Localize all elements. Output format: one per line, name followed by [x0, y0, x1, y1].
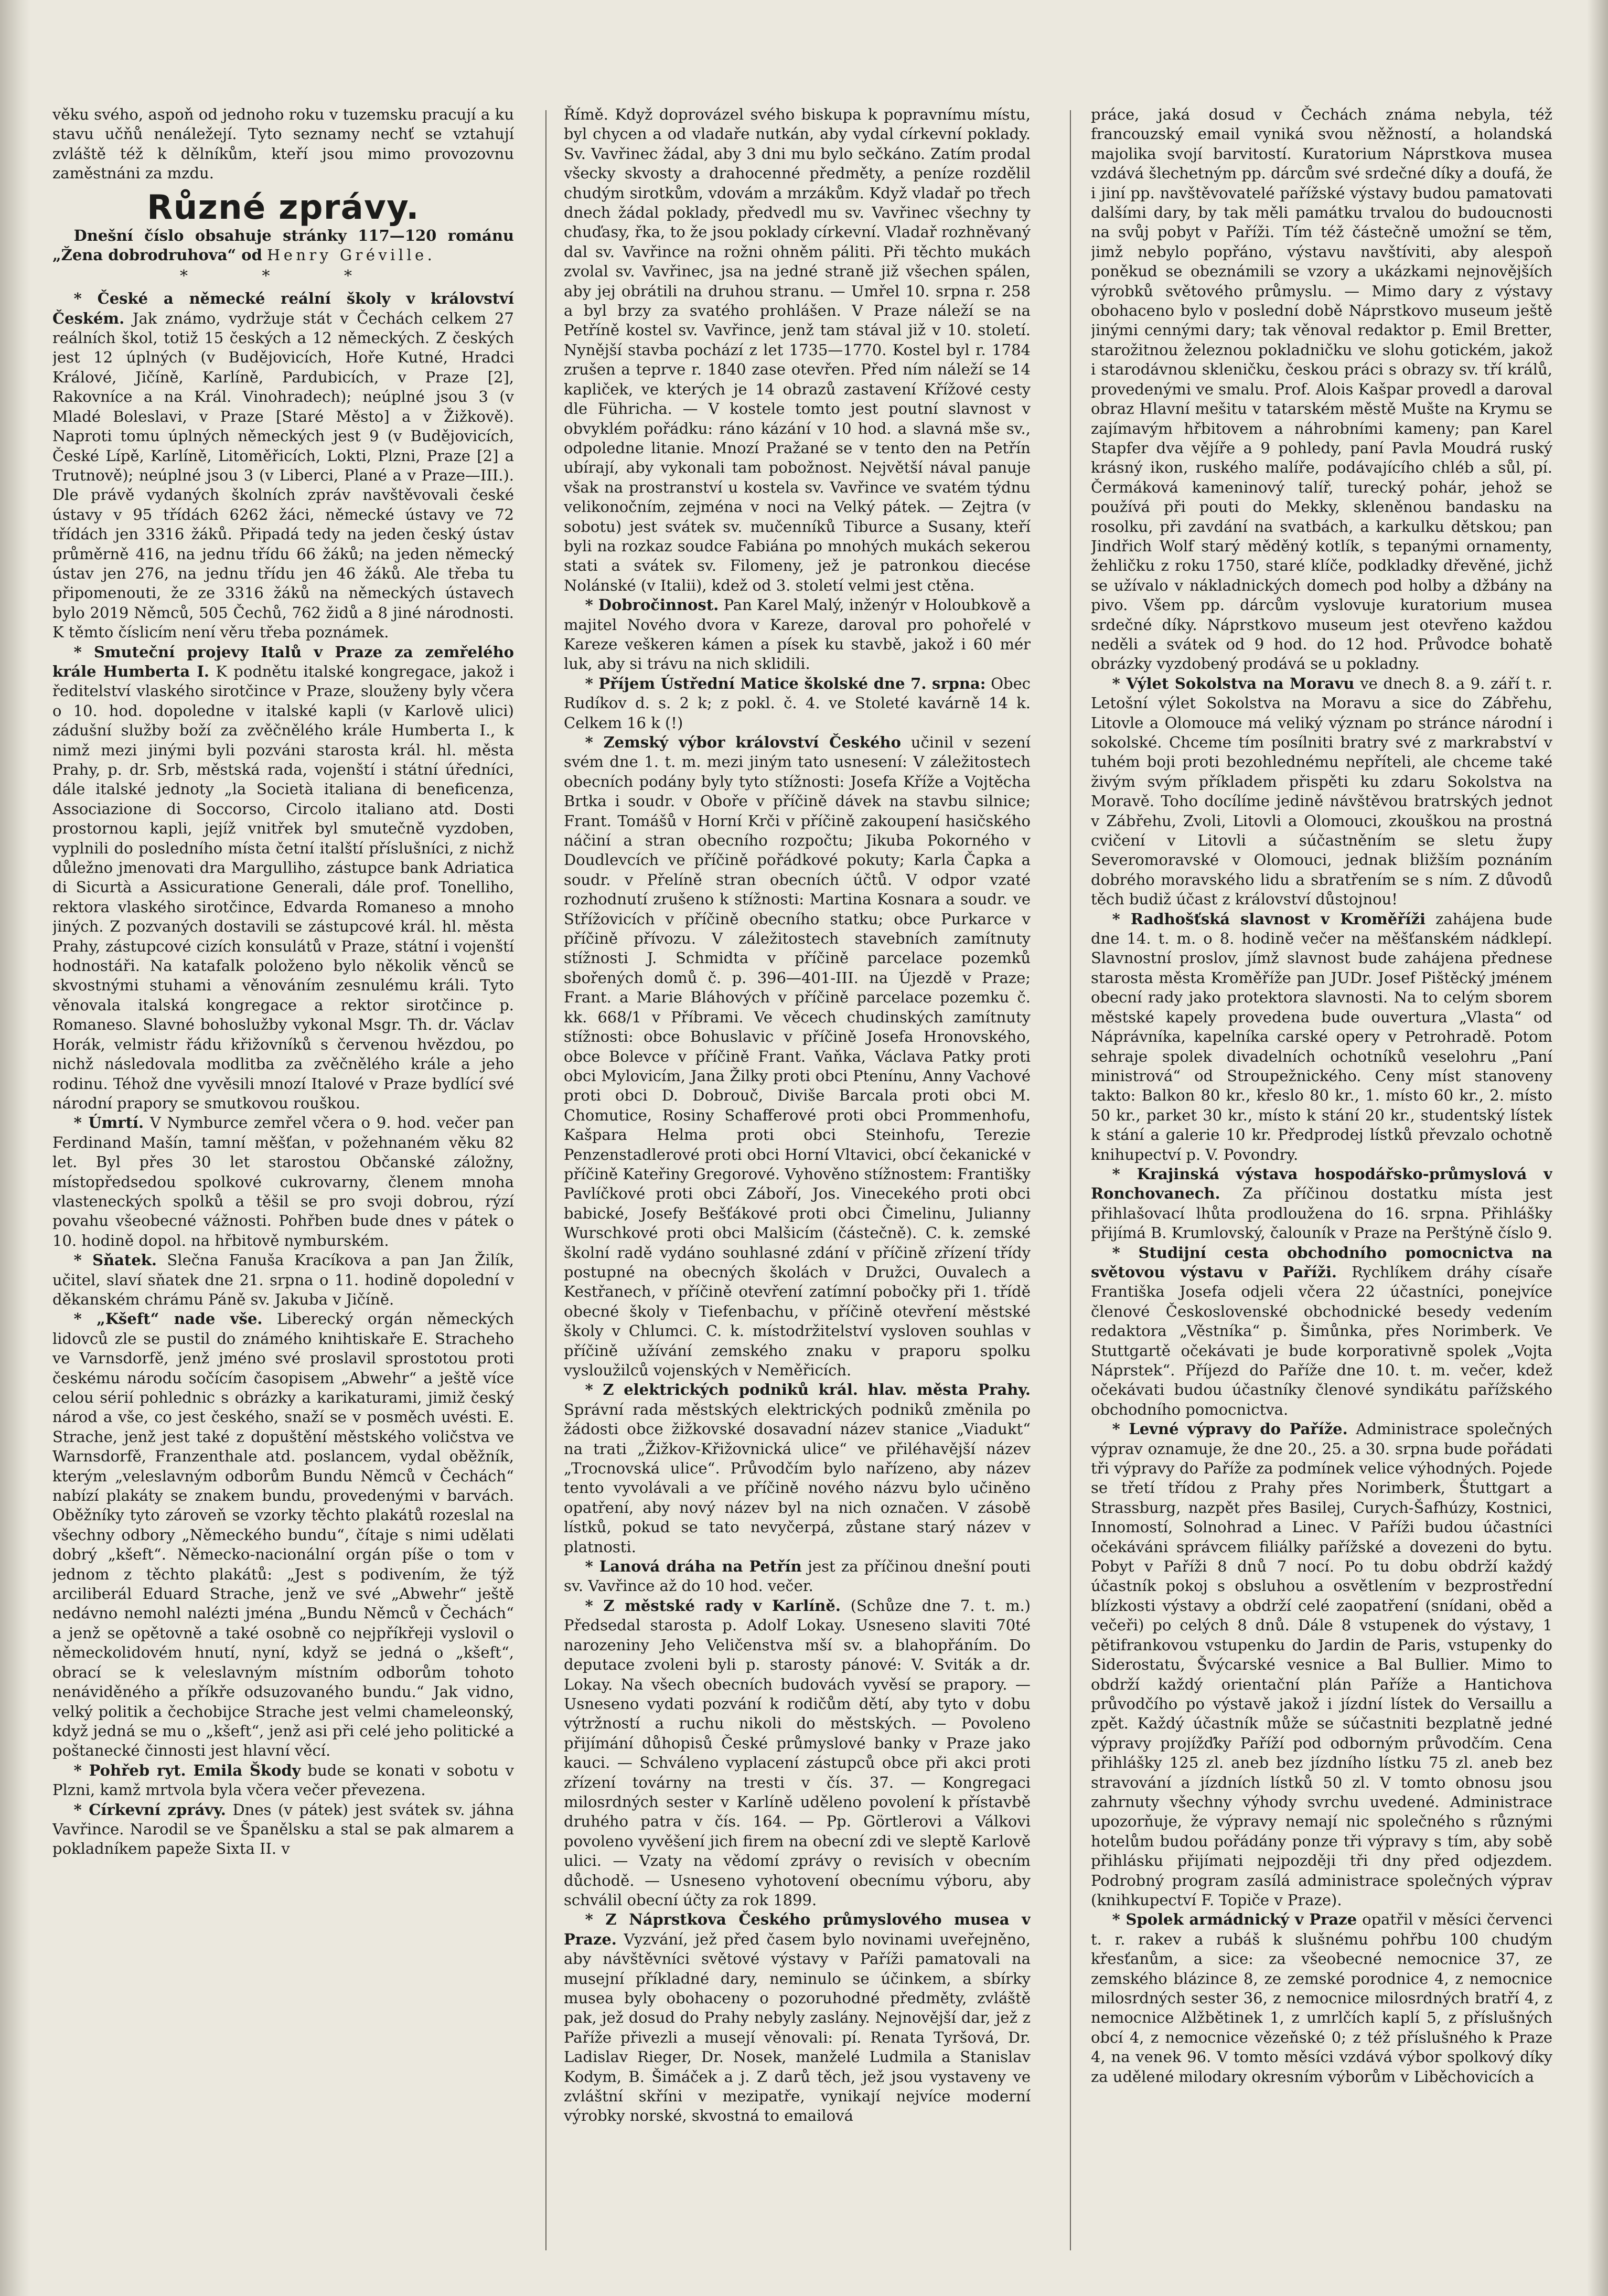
article-headline: * Zemský výbor království Českého [585, 733, 901, 751]
article-kromeriz [1091, 910, 1552, 1165]
article-continuation: práce, jaká dosud v Čechách známa nebyla, též francouzský email vyniká svou něžností, a holandská majolika svojí barvitostí. Kuratorium Náprstkova musea vzdává šlechetným pp. dárcům své srdečné díky a doufá, že i jiní pp. navštěvovatelé pařížské výstavy budou pamatovati dalšími dary, by tak měli památku trvalou do budoucnosti na svůj pobyt v Paříži. Tím též částečně umožní se těm, jimž nebylo popřáno, výstavu navštíviti, aby alespoň poněkud se obeznámili se vzory a ukázkami nejnovějších výrobků světového průmyslu. — Mimo dary z výstavy obohaceno bylo v poslední době Náprstkovo museum ještě jinými cennými dary; tak věnoval redaktor p. Emil Bretter, starožitnou železnou pokladničku ve slohu gotickém, jakož i starodávnou skleničku, českou práci s obrazy sv. tří králů, provedenými ve smalu. Prof. Alois Kašpar provedl a daroval obraz Hlavní mešitu v tatarském městě Mušte na Krymu se zajímavým hřbitovem a náhrobními kameny; pan Karel Stapfer dva vějíře a 9 pohledy, paní Pavla Moudrá ruský krásný ikon, ruského malíře, podávajícího chléb a sůl, pí. Čermáková kameninový talíř, turecký pohár, jehož se používá při pouti do Mekky, skleněnou bandasku na rosolku, při zavdání na svatbách, a karkulku dětskou; pan Jindřich Wolf starý měděný kotlík, s tepanými ornamenty, žehličku z roku 1750, staré klíče, podkladky dřevěné, jichž se užívalo v nákladnických domech pod holby a džbány na pivo. Všem pp. dárcům vyslovuje kuratorium musea srdečné díky. Náprstkovo museum jest otevřeno každou neděli a svátek od 9 hod. do 12 hod. Průvodce bohatě obrázky vyzdobený prodává se u pokladny. [1091, 105, 1552, 673]
article-headline: * Spolek armádnický v Praze [1112, 1910, 1357, 1929]
page-shadow-left [0, 0, 30, 2296]
article-electric [564, 1380, 1031, 1557]
section-divider-stars: * * * [179, 266, 387, 285]
column-3 [1091, 105, 1552, 2261]
article-headline: * Příjem Ústřední Matice školské dne 7. srpna: [585, 674, 986, 692]
article-charity [564, 595, 1031, 674]
article-headline: * Smuteční projevy Italů v Praze za zemřelého krále Humberta I. [52, 643, 514, 680]
article-body: Dnes (v pátek) jest svátek sv. jáhna Vavřince. Narodil se ve Španělsku a stal se pak almarem a pokladníkem papeže Sixta II. v [52, 1800, 514, 1858]
article-body: Správní rada městských elektrických podniků změnila po žádosti obce žižkovské dosavadní název stanice „Viadukt“ na trati „Žižkov-Křižovnická ulice“ ve přiléhavější název „Trocnovská ulice“. Průvodčím bylo nařízeno, aby název tento vyvolávali a ve příčině nového názvu bylo učiněno opatření, aby nový název byl na nich označen. V zásobě lístků, pokud se tato nevyčerpá, zůstane starý název v platnosti. [564, 1400, 1031, 1556]
column-1 [52, 105, 514, 2261]
notice-text: Dnešní číslo obsahuje stránky 117—120 románu „Žena dobrodruhova“ od [52, 227, 514, 264]
article-society [1091, 1910, 1552, 2087]
article-headline: * Dobročinnost. [585, 596, 719, 614]
article-body: Jak známo, vydržuje stát v Čechách celkem 27 reálních škol, totiž 15 českých a 12 německých. Z českých jest 12 úplných (v Budějovicích, Hoře Kutné, Hradci Králové, Jičíně, Karlíně, Pardubicích, v Praze [2], Rakovníce a na Král. Vinohradech); neúplné jsou 3 (v Mladé Boleslavi, v Praze [Staré Město] a v Žižkově). Naproti tomu úplných německých jest 9 (v Budějovicích, České Lípě, Karlíně, Litoměřicích, Lokti, Plzni, Praze [2] a Trutnově); neúplné jsou 3 (v Liberci, Plané a v Praze—III.). Dle právě vydaných školních zpráv navštěvovali české ústavy v 95 třídách 6262 žáci, německé ústavy ve 72 třídách jen 3316 žáků. Připadá tedy na jeden český ústav průměrně 416, na jednu třídu 66 žáků; na jeden německý ústav jen 276, na jednu třídu jen 46 žáků. Ale třeba tu připomenouti, že ze 3316 žáků na německých ústavech bylo 2019 Němců, 505 Čechů, 762 židů a 8 jiné národnosti. K těmto číslicím není věru třeba poznámek. [52, 309, 514, 642]
article-continuation: Římě. Když doprovázel svého biskupa k popravnímu místu, byl chycen a od vladaře nutkán, aby vydal církevní poklady. Sv. Vavřinec žádal, aby 3 dni mu bylo sečkáno. Zatím prodal všecky skvosty a drahocenné předměty, a peníze rozdělil chudým sirotkům, vdovám a mrzákům. Když vladař po třech dnech žádal poklady, předvedl mu sv. Vavřinec všechny ty chuďasy, řka, to že jsou poklady církevní. Vladař rozhněvaný dal sv. Vavřince na rožni ohněm páliti. Při těchto mukách zvolal sv. Vavřinec, jsa na jedné straně již všechen spálen, aby jej obrátili na druhou stranu. — Umřel 10. srpna r. 258 a byl brzy za svatého prohlášen. V Praze náleží se na Petříně kostel sv. Vavřince, jenž tam stával již v 10. století. Nynější stavba pochází z let 1735—1770. Kostel byl r. 1784 zrušen a teprve r. 1840 zase otevřen. Před ním náleží se 14 kapliček, ve kterých je 14 obrazů zastavení Křížové cesty dle Führicha. — V kostele tomto jest poutní slavnost v obvyklém pořádku: ráno kázání v 10 hod. a slavná mše sv., odpoledne litanie. Mnozí Pražané se v tento den na Petřín ubírají, aby vykonali tam pobožnost. Největší nával panuje však na prostranství u kostela sv. Vavřince ve svatém týdnu velikonočním, zejména v noci na Velký pátek. — Zejtra (v sobotu) jest svátek sv. mučenníků Tiburce a Susany, kteří byli na rozkaz soudce Fabiána po mnohých mukách sekerou stati a svátek sv. Filomeny, jež je patronkou diecése Nolánské (v Italii), kdež od 3. století velmi jest ctěna. [564, 105, 1031, 594]
notice-author: Henry Gréville. [267, 246, 436, 264]
article-body: (Schůze dne 7. t. m.) Předsedal starosta p. Adolf Lokay. Usneseno slaviti 70té narozeniny Jeho Veličenstva mší sv. a blahopřáním. Do deputace zvoleni byli p. starosty pánové: V. Sviták a dr. Lokay. Na všech obecních budovách vyvěsí se prapory. — Usneseno vydati pozvání k rodičům dětí, aby tyto v dobu výtržností a ruchu nikoli do městských. — Povoleno přijímání důhopisů České průmyslové banky v Praze jako kauci. — Schváleno vyplacení zástupců obce při akci proti zřízení továrny na tresti v čís. 37. — Kongregaci milosrdných sester v Karlíně uděleno povolení k přístavbě druhého patra v čís. 164. — Pp. Görtlerovi a Válkovi povoleno vyvěšení jich firem na obecní zdi ve sleptě Karlově ulici. — Vzaty na vědomí zprávy o revisích v obecním důchodě. — Usneseno vyhotovení obecnímu výboru, aby schválil obecní účty za rok 1899. [564, 1596, 1031, 1909]
article-exhibition [1091, 1165, 1552, 1243]
article-body: Slečna Fanuša Kracíkova a pan Jan Žilík, učitel, slaví sňatek dne 21. srpna o 11. hodině dopolední v děkanském chrámu Páně sv. Jakuba v Jičíně. [52, 1251, 514, 1308]
column-divider [1070, 110, 1071, 2250]
page-shadow-right [1587, 0, 1608, 2296]
article-headline: * Z elektrických podniků král. hlav. města Prahy. [585, 1381, 1031, 1399]
article-headline: * Krajinská výstava hospodářsko-průmyslová v Ronchovanech. [1091, 1165, 1552, 1203]
article-body: Obec Rudíkov d. s. 2 k; z pokl. č. 4. ve Stoleté kavárně 14 k. Celkem 16 k (!) [564, 674, 1031, 732]
article-matice [564, 674, 1031, 733]
article-body: Vyzvání, jež před časem bylo novinami uveřejněno, aby návštěvníci světové výstavy v Paříži pamatovali na musejní příkladné dary, neminulo se účinkem, a sbírky musea byly obohaceny o pozoruhodné předměty, zvláště pak, jež dosud do Prahy nebyly zaslány. Nejnovější dar, jež z Paříže přivezli a musejí věnovali: pí. Renata Tyršová, Dr. Ladislav Rieger, Dr. Nosek, manželé Ludmila a Stanislav Kodym, B. Šimáček a j. Z darů těch, jež jsou vystaveny ve zvláštní skříni v mezipatře, vynikají nejvíce moderní výrobky norské, skvostná to emailová [564, 1930, 1031, 2125]
intro-paragraph: věku svého, aspoň od jednoho roku v tuzemsku pracují a ku stavu učňů nenáležejí. Tyto seznamy nechť se vztahují zvláště též k dělníkům, kteří jsou mimo provozovnu zaměstnáni za mzdu. [52, 105, 514, 183]
article-headline: * Úmrtí. [73, 1114, 144, 1132]
article-church [52, 1800, 514, 1859]
article-body: zahájena bude dne 14. t. m. o 8. hodině večer na měšťanském nádklepí. Slavnostní proslov, jímž slavnost bude zahájena přednese starosta města Kroměříže pan JUDr. Josef Pištěcký jménem obecní rady jako protektora slavnosti. Na to celým sborem městské kapely provedena bude ouvertura „Vlasta“ od Náprávníka, kapelníka carské opery v Petrohradě. Potom sehraje spolek divadelních ochotníků veselohru „Paní ministrová“ od Stroupežnického. Ceny míst stanoveny takto: Balkon 80 kr., křeslo 80 kr., 1. místo 60 kr., 2. místo 50 kr., parket 30 kr., místo k stání 20 kr., studentský lístek k stání a galerie 10 kr. Předprodej lístků převzalo ochotně knihupectví p. V. Povondry. [1091, 910, 1552, 1163]
article-sokol [1091, 674, 1552, 910]
article-mourning [52, 643, 514, 1114]
article-body: bude se konati v sobotu v Plzni, kamž mrtvola byla včera večer převezena. [52, 1761, 514, 1799]
article-headline: * České a německé reální školy v království Českém. [52, 290, 514, 327]
article-body: Za příčinou dostatku místa jest přihlašovací lhůta prodloužena do 16. srpna. Přihlášky přijímá B. Krumlovský, čalouník v Praze na Perštýně číslo 9. [1091, 1184, 1552, 1242]
article-headline: * „Kšeft“ nade vše. [73, 1310, 263, 1328]
article-body: ve dnech 8. a 9. září t. r. Letošní výlet Sokolstva na Moravu a sice do Zábřehu, Litovle a Olomouce má veliký význam po stránce národní i sokolské. Chceme tím posílniti bratry své z markrabství v tuhém boji proti bezohlednému nepříteli, ale chceme také živým svým příkladem přispěti ku zdaru Sokolstva na Moravě. Toho docílíme jedině návštěvou bratrských jednot v Zábřehu, Zvoli, Litovli a Olomouci, zkouškou na prostná cvičení v Litovli a súčastněním se sletu župy Severomoravské v Olomouci, jednak bližším poznáním dobrého moravského lidu a sbratřením se s ním. Z důvodů těch budiž účast z království důstojnou! [1091, 674, 1552, 909]
notice-daily-issue [52, 226, 514, 265]
article-ksest [52, 1309, 514, 1760]
article-body: V Nymburce zemřel včera o 9. hod. večer pan Ferdinand Mašín, tamní měšťan, v požehnaném věku 82 let. Byl přes 30 let starostou Občanské záložny, místopředsedou spolkové cukrovarny, členem mnoha vlasteneckých spolků a těšil se pro svoji dobrou, rýzí povahu všeobecné vážnosti. Pohřben bude dnes v pátek o 10. hodině dopol. na hřbitově nymburském. [52, 1114, 514, 1250]
article-wedding [52, 1251, 514, 1309]
article-headline: * Pohřeb ryt. Emila Škody [73, 1761, 301, 1779]
article-headline: * Lanová dráha na Petřín [585, 1557, 802, 1576]
article-body: učinil v sezení svém dne 1. t. m. mezi jiným tato usnesení: V záležitostech obecních podány byly tyto stížnosti: Josefa Kříže a Vojtěcha Brtka i soudr. v Oboře v příčině dávek na stavbu silnice; Frant. Tomášů v Horní Krči v příčině zakoupení hasičského náčiní a stran obecního rozpočtu; Jikuba Pokorného v Doudlevcích ve příčině pořádkové pokuty; Karla Čapka a soudr. v Přelíně stran obecních účtů. V odpor vzaté rozhodnutí zrušeno k stížnosti: Martina Kosnara a soudr. ve Střížovicích v příčině obecního statku; obce Purkarce v příčině přívozu. V záležitostech stavebních zamítnuty stížnosti J. Schmidta v příčině parcelace pozemků sbořených domů č. p. 396—401-III. na Újezdě v Praze; Frant. a Marie Bláhových v příčině parcelace pozemku č. kk. 668/1 v Příbrami. Ve věcech chudinských zamítnuty stížnosti: obce Bohuslavic v příčině Josefa Hronovského, obce Bolevce v příčině Frant. Vaňka, Václava Patky proti obci Mylovicím, Jana Žilky proti obci Ptenínu, Anny Vachové proti obci D. Dobrouč, Diviše Barcala proti obci M. Chomutice, Rosiny Schafferové proti obci Prommenhofu, Kašpara Helma proti obci Steinhofu, Terezie Penzenstadlerové proti obci Horní Vltavici, obcí čekanické v příčině Kateřiny Gregorové. Vyhověno stížnostem: Františky Pavlíčkové proti obci Záboří, Jos. Vinecekého proti obci babické, Josefy Bešťákové proti obci Čimelinu, Julianny Wurschkové proti obci Malšicím (částečně). C. k. zemské školní radě vydáno souhlasné zdání v příčině zřízení třídy postupné na obecných školách v Družci, Ouvalech a Kestřanech, v příčině otevření zatímní pobočky při 1. třídě obecné školy v Tiefenbachu, v příčině otevření městské školy v Chlumci. C. k. místodržitelství vysloven souhlas v příčině užívání zemského znaku v praporu spolku vysloužilců vojenských v Neměřicích. [564, 733, 1031, 1379]
column-divider [545, 110, 546, 2250]
section-title: Různé zprávy. [147, 188, 420, 227]
article-headline: * Výlet Sokolstva na Moravu [1112, 674, 1355, 692]
article-museum [564, 1910, 1031, 2126]
article-schools [52, 289, 514, 642]
article-body: Administrace společných výprav oznamuje, že dne 20., 25. a 30. srpna bude pořádati tři výpravy do Paříže za podmínek velice výhodných. Pojede se třetí třídou z Prahy přes Norimberk, Štuttgart a Strassburg, nazpět přes Basilej, Curych-Šafhúzy, Kostnici, Innomostí, Solnohrad a Linec. V Paříži budou účastníci očekáváni správcem filiálky pařížské a dovezeni do bytu. Pobyt v Paříži 8 dnů 7 nocí. Po tu dobu obdrží každý účastník pokoj s obsluhou a osvětlením v bezprostřední blízkosti výstavy a obdrží celé zaopatření (snídani, oběd a večeři) po celých 8 dnů. Dále 8 vstupenek do výstavy, 1 pětifrankovou vstupenku do Jardin de Paris, vstupenky do Siderostatu, Švýcarské vesnice a Bal Bullier. Mimo to obdrží každý orientační plán Paříže a Hantichova průvodčího po výstavě jakož i jízdní lístek do Versaillu a zpět. Každý účastník může se súčastniti bezplatně jedné výpravy projížďky Paříží pod odborným průvodčím. Cena přihlášky 125 zl. aneb bez jízdního lístku 75 zl. aneb bez stravování a jízdních lístků 50 zl. V tomto obnosu jsou zahrnuty všechny výhody svrchu uvedené. Administrace upozorňuje, že výpravy nemají nic společného s různými hotelům budou pořádány ponze tři výpravy s tím, aby sobě přihlásku přijímati nejpozději tři dny před odjezdem. Podrobný program zasílá administrace společných výprav (knihkupectví F. Topiče v Praze). [1091, 1420, 1552, 1909]
article-headline: * Studijní cesta obchodního pomocnictva na světovou výstavu v Paříži. [1091, 1243, 1552, 1281]
article-headline: * Levné výpravy do Paříže. [1112, 1420, 1348, 1438]
article-body: jest za příčinou dnešní pouti sv. Vavřince až do 10 hod. večer. [564, 1557, 1031, 1595]
article-body: Liberecký orgán německých lidovců zle se pustil do známého knihtiskaře E. Stracheho ve Varnsdorfě, jenž jméno své proslavil sprostotou proti českému národu sočícím časopisem „Abwehr“ a ještě více celou sérií pohlednic s obrázky a karikaturami, jimiž český národ a vše, co jest českého, snaží se v posměch uvésti. E. Strache, jenž jest také z dopuštění městského voličstva ve Warnsdorfě, Franzenthale atd. poslancem, vydal oběžník, kterým „veleslavným odborům Bundu Němců v Čechách“ nabízí plakáty se znakem bundu, provedenými v barvách. Oběžníky tyto zároveň se vzorky těchto plakátů rozeslal na všechny odbory „Německého bundu“, čítaje s nimi udělati dobrý „kšeft“. Německo-nacionální orgán píše o tom v jednom z těchto plakátů: „Jest s podivením, že týž arciliberál Eduard Strache, jenž ve své „Abwehr“ ještě nedávno nemohl nalézti jména „Bundu Němců v Čechách“ a jenž se opětovně a také osobně co nejpříkřeji vyslovil o německolidovém hnutí, nyní, když se jedná o „kšeft“, obrací se k veleslavným místním odborům tohoto nenáviděného a příkře odsuzovaného bundu.“ Jak vidno, velký politik a čechobijce Strache jest velmi chameleonský, když jedná se mu o „kšeft“, jenž asi při celé jeho politické a poštanecké činnosti jest hlavní věcí. [52, 1310, 514, 1760]
article-body: opatřil v měsíci červenci t. r. rakev a rubáš k slušnému pohřbu 100 chudým křesťanům, a sice: za všeobecné nemocnice 37, ze zemského blázince 8, ze zemské porodnice 4, z nemocnice milosrdných sester 36, z nemocnice milosrdných bratří 4, z nemocnice Alžbětinek 1, z umrlčích kaplí 5, z příslušných obcí 4, z nemocnice vězeňské 0; z též příslušného k Praze 4, na venek 96. V tomto měsíci vzdává výbor spolkový díky za udělené milodary okresním výborům v Liběchovicích a [1091, 1910, 1552, 2086]
article-karlin-council [564, 1596, 1031, 1910]
column-2 [564, 105, 1031, 2261]
article-body: Rychlíkem dráhy císaře Františka Josefa odjeli včera 22 účastníci, ponejvíce členové Československé obchodnické besedy vedením redaktora „Věstníka“ p. Šimůnka, přes Norimberk. Ve Stuttgartě očekávati je bude korporativně spolek „Vojta Náprstek“. Příjezd do Paříže dne 10. t. m. večer, kdež očekávati budou účastníky členové syndikátu pařížského obchodního pomocnictva. [1091, 1263, 1552, 1418]
article-headline: * Z městské rady v Karlíně. [585, 1596, 841, 1615]
article-headline: * Církevní zprávy. [73, 1800, 226, 1819]
article-body: K podnětu italské kongregace, jakož i ředitelství vlaského sirotčince v Praze, slouženy byly včera o 10. hod. dopoledne v italské kapli (v Karlově ulici) zádušní služby boží za zvěčnělého krále Humberta I., k nimž mezi jinými byli pozváni starosta král. hl. města Prahy, p. dr. Srb, městská rada, vojenští i státní úředníci, dále italské jednoty „la Società italiana di beneficenza, Associazione di Soccorso, Circolo italiano atd. Dosti prostornou kapli, jejíž vnitřek byl smutečně vyzdoben, vyplnili do posledního místa četní italští příslušníci, z nichž důležno jmenovati dra Margulliho, zástupce bank Adriatica di Sicurtà a Assicuratione Generali, dále prof. Tonelliho, rektora vlaského sirotčince, Edvarda Romaneso a mnoho jiných. Z pozvaných dostavili se zástupcové král. hl. města Prahy, zástupcové cizích konsulátů v Praze, státní i vojenští hodnostáři. Na katafalk položeno bylo několik věnců se skvostnými stuhami a věnováním zesnulému králi. Tyto věnovala italská kongregace a rektor sirotčince p. Romaneso. Slavné bohoslužby vykonal Msgr. Th. dr. Václav Horák, velmistr řádu křižovníků s červenou hvězdou, po nichž následovala modlitba za zvěčnělého krále a jeho rodinu. Téhož dne vyvěsili mnozí Italové v Praze bydlící své národní prapory se smutkovou rouškou. [52, 662, 514, 1112]
article-study-trip [1091, 1243, 1552, 1420]
article-cable-railway [564, 1557, 1031, 1596]
article-headline: * Z Náprstkova Českého průmyslového musea v Praze. [564, 1910, 1031, 1948]
article-paris-trips [1091, 1419, 1552, 1910]
article-body: Pan Karel Malý, inženýr v Holoubkově a majitel Nového dvora v Kareze, daroval pro pohořelé v Kareze veškeren kámen a písek ku stavbě, jakož i 60 mér luk, aby si trávu na nich sklidili. [564, 596, 1031, 673]
article-headline: * Sňatek. [73, 1251, 157, 1269]
article-zemsky-vybor [564, 733, 1031, 1380]
article-headline: * Radhošťská slavnost v Kroměříži [1112, 910, 1425, 928]
article-deaths [52, 1113, 514, 1251]
article-funeral [52, 1761, 514, 1800]
